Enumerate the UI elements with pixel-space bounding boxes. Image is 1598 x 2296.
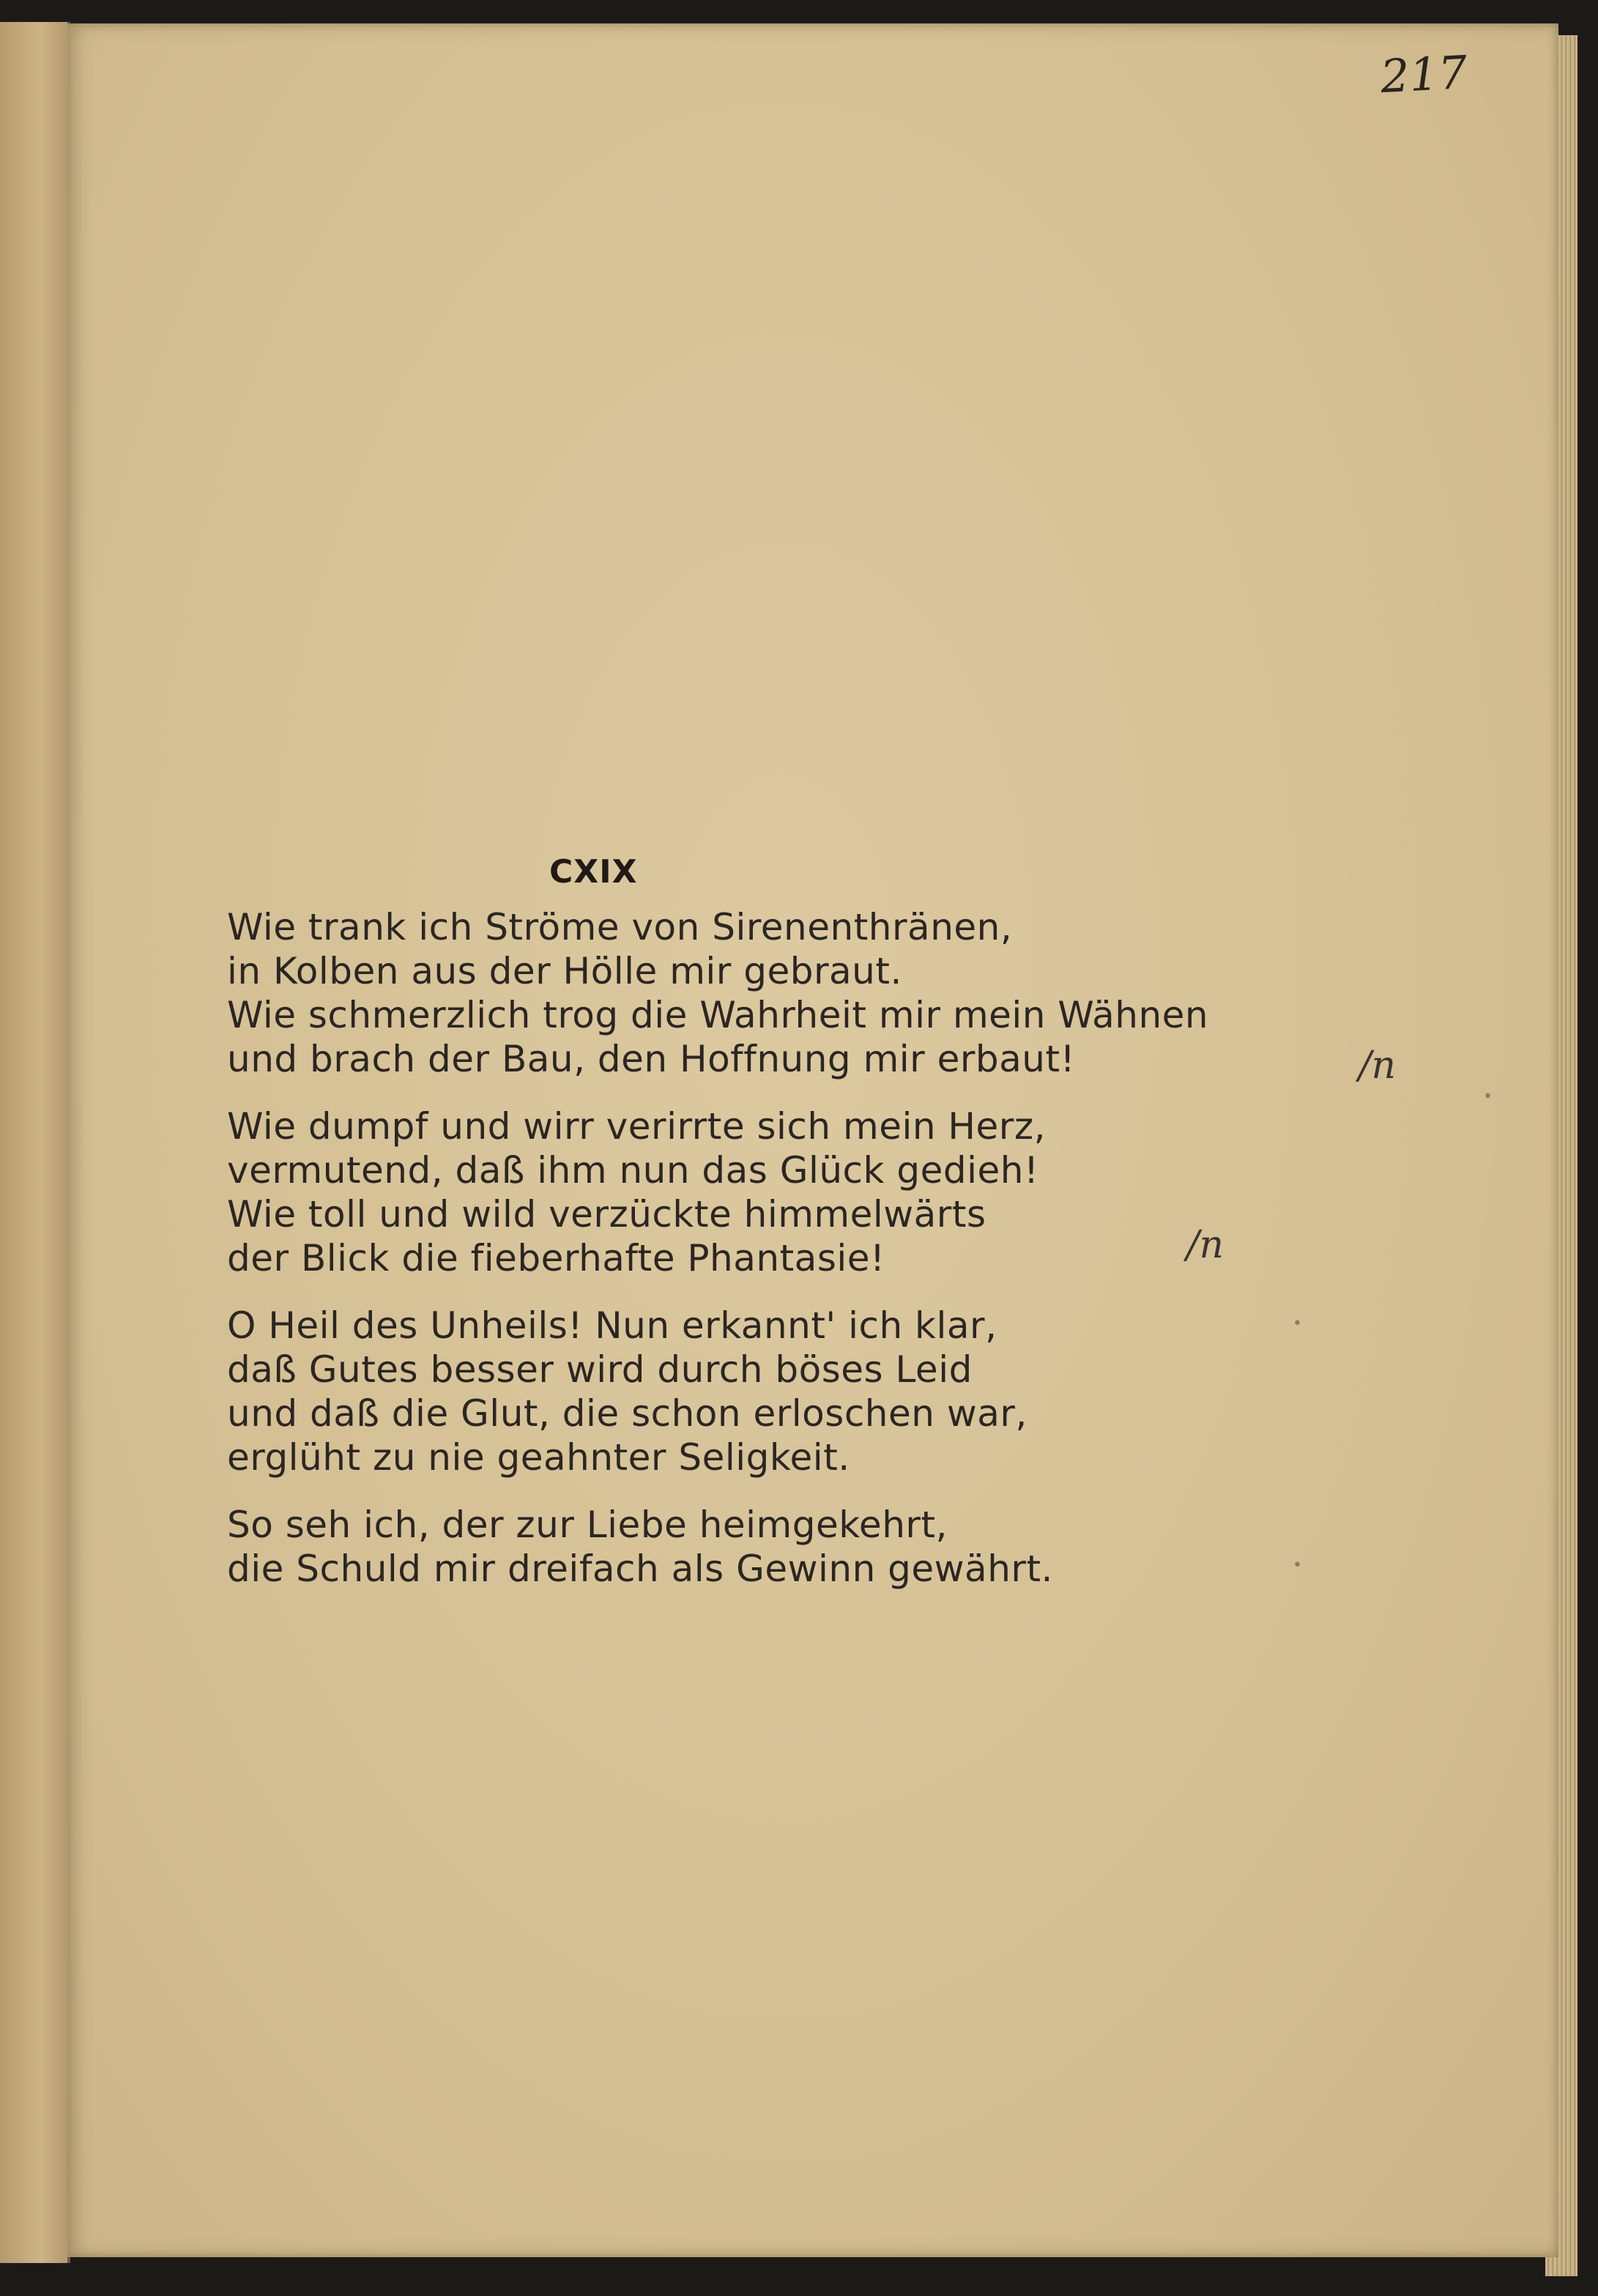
verse-line: die Schuld mir dreifach als Gewinn gewährt. [227,1548,1053,1590]
stanza-1 [227,905,1370,1081]
verse-line: Wie toll und wild verzückte himmelwärts [227,1193,986,1236]
stanza-4 [227,1503,1370,1591]
margin-correction-mark: /n [1359,1044,1397,1088]
verse-line: So seh ich, der zur Liebe heimgekehrt, [227,1504,948,1546]
verse-line: und daß die Glut, die schon erloschen war, [227,1392,1027,1435]
margin-tick-mark: • [1483,1088,1493,1106]
verse-line: und brach der Bau, den Hoffnung mir erbaut! [227,1038,1076,1080]
margin-tick-mark: • [1293,1315,1302,1333]
verse-line: in Kolben aus der Hölle mir gebraut. [227,950,902,992]
verse-line: der Blick die fieberhafte Phantasie! [227,1237,885,1279]
stanza-3 [227,1304,1370,1479]
margin-correction-mark: /n [1186,1223,1224,1267]
verse-line: erglüht zu nie geahnter Seligkeit. [227,1436,850,1479]
poem-title: CXIX [549,853,638,891]
page-number: 217 [1379,45,1469,104]
verse-line: daß Gutes besser wird durch böses Leid [227,1348,973,1391]
verse-line: Wie schmerzlich trog die Wahrheit mir mein Wähnen [227,994,1209,1036]
verse-line: Wie trank ich Ströme von Sirenenthränen, [227,906,1013,948]
verse-line: O Heil des Unheils! Nun erkannt' ich klar, [227,1304,997,1347]
left-page-edge [0,22,70,2263]
verse-line: Wie dumpf und wirr verirrte sich mein Herz, [227,1105,1046,1148]
margin-tick-mark: • [1293,1556,1302,1575]
verse-line: vermutend, daß ihm nun das Glück gedieh! [227,1149,1039,1192]
